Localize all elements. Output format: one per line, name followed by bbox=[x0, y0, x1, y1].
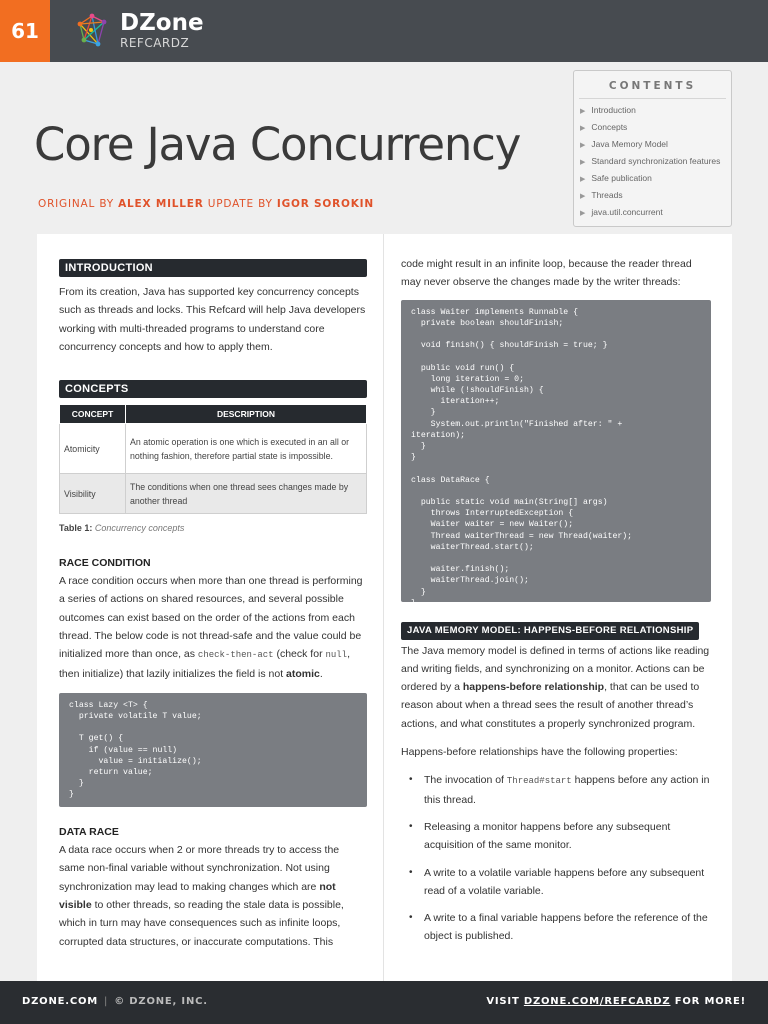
props-intro: Happens-before relationships have the following properties: bbox=[401, 746, 678, 759]
code-block-lazy: class Lazy <T> { private volatile T value; T get() { if (value == null) value = initialize(); return value; } } bbox=[59, 693, 367, 807]
race-condition-text: A race condition occurs when more than one thread is performing a series of actions on shared resources, and several possible outcomes can exist based on the order of the actions from each thread. The below code is not thread-safe and the value could be initialized more than once, as check-then-act (check for null, then initialize) that lazily initializes the field is not atomic. bbox=[59, 575, 363, 680]
contents-box bbox=[573, 70, 732, 227]
dzone-logo-icon bbox=[72, 10, 114, 52]
footer-right: VISIT DZONE.COM/REFCARDZ FOR MORE! bbox=[486, 996, 746, 1007]
contents-item[interactable]: ▶ Java Memory Model bbox=[580, 139, 668, 149]
footer bbox=[0, 981, 768, 1024]
data-race-text: A data race occurs when 2 or more threads try to access the same non-final variable without synchronization. Not using synchronization may lead to making changes which are not visible to other threads, so reading the stale data is possible, which in turn may have consequences such as infinite loops, corrupted data structures, or inaccurate computations. This bbox=[59, 844, 344, 948]
concepts-heading: CONCEPTS bbox=[59, 380, 367, 398]
contents-item[interactable]: ▶ Standard synchronization features bbox=[580, 156, 721, 166]
triangle-right-icon: ▶ bbox=[580, 210, 586, 217]
column-divider bbox=[383, 234, 384, 982]
table-header: DESCRIPTION bbox=[126, 405, 367, 424]
byline-update: UPDATE BY bbox=[203, 198, 277, 210]
jmm-heading: JAVA MEMORY MODEL: HAPPENS-BEFORE RELATIONSHIP bbox=[401, 622, 699, 640]
page-title: Core Java Concurrency bbox=[34, 118, 521, 171]
triangle-right-icon: ▶ bbox=[580, 108, 586, 115]
contents-list bbox=[574, 99, 731, 221]
table-caption: Table 1: Concurrency concepts bbox=[59, 523, 185, 534]
brand-subtitle: REFCARDZ bbox=[120, 36, 190, 50]
top-bar bbox=[0, 0, 768, 62]
contents-title: CONTENTS bbox=[579, 71, 726, 99]
byline bbox=[38, 198, 374, 210]
table-cell: Atomicity bbox=[60, 424, 126, 474]
table-row bbox=[60, 474, 367, 514]
triangle-right-icon: ▶ bbox=[580, 176, 586, 183]
table-cell: An atomic operation is one which is executed in an all or nothing fashion, therefore partial state is impossible. bbox=[126, 424, 367, 474]
footer-site[interactable]: DZONE.COM bbox=[22, 996, 99, 1007]
footer-left bbox=[22, 996, 208, 1007]
footer-copyright: © DZONE, INC. bbox=[114, 996, 208, 1007]
code-block-datarace: class Waiter implements Runnable { private boolean shouldFinish; void finish() { shouldFinish = true; } public void run() { long iteration = 0; while (!shouldFinish) { iteration++; } System.out.println("Finished after: " + iteration); } } class DataRace { public static void main(String[] args) throws InterruptedException { Waiter waiter = new Waiter(); Thread waiterThread = new Thread(waiter); waiterThread.start(); waiter.finish(); waiterThread.join(); } } bbox=[401, 300, 711, 602]
byline-original: ORIGINAL BY bbox=[38, 198, 119, 210]
race-condition-heading: RACE CONDITION bbox=[59, 556, 151, 569]
brand-name: DZone bbox=[120, 10, 204, 36]
contents-item[interactable]: ▶ Threads bbox=[580, 190, 623, 200]
contents-item[interactable]: ▶ Safe publication bbox=[580, 173, 652, 183]
list-item: • A write to a final variable happens before the reference of the object is published. bbox=[401, 909, 711, 946]
contents-item[interactable]: ▶ Concepts bbox=[580, 122, 628, 132]
triangle-right-icon: ▶ bbox=[580, 159, 586, 166]
footer-separator: | bbox=[104, 996, 109, 1007]
contents-item[interactable]: ▶ Introduction bbox=[580, 105, 636, 115]
continued-text: code might result in an infinite loop, because the reader thread may never observe the changes made by the writer threads: bbox=[401, 258, 692, 289]
triangle-right-icon: ▶ bbox=[580, 193, 586, 200]
data-race-heading: DATA RACE bbox=[59, 825, 119, 838]
list-item: • The invocation of Thread#start happens before any action in this thread. bbox=[401, 771, 711, 809]
issue-number: 61 bbox=[0, 0, 50, 62]
table-row bbox=[60, 424, 367, 474]
right-column bbox=[401, 255, 711, 955]
concepts-table bbox=[59, 404, 367, 514]
refcardz-link[interactable]: DZONE.COM/REFCARDZ bbox=[523, 996, 671, 1007]
triangle-right-icon: ▶ bbox=[580, 142, 586, 149]
triangle-right-icon: ▶ bbox=[580, 125, 586, 132]
byline-updater: IGOR SOROKIN bbox=[276, 198, 374, 210]
list-item: • Releasing a monitor happens before any subsequent acquisition of the same monitor. bbox=[401, 818, 711, 855]
introduction-heading: INTRODUCTION bbox=[59, 259, 367, 277]
table-cell: Visibility bbox=[60, 474, 126, 514]
props-list bbox=[401, 771, 711, 945]
introduction-text: From its creation, Java has supported key concurrency concepts such as threads and locks. This Refcard will help Java developers working with multi-threaded programs to understand core concurrency concepts and how to apply them. bbox=[59, 286, 366, 353]
left-column bbox=[59, 259, 367, 951]
table-header-row bbox=[60, 405, 367, 424]
jmm-text: The Java memory model is defined in terms of actions like reading and writing fields, and synchronizing on a monitor. Actions can be ordered by a happens-before relationship, that can be used to reason about when a thread sees the result of another thread’s actions, and what constitutes a properly synchronized program. bbox=[401, 644, 710, 730]
list-item: • A write to a volatile variable happens before any subsequent read of a volatile variable. bbox=[401, 864, 711, 901]
contents-item[interactable]: ▶ java.util.concurrent bbox=[580, 207, 663, 217]
table-cell: The conditions when one thread sees changes made by another thread bbox=[126, 474, 367, 514]
table-header: CONCEPT bbox=[60, 405, 126, 424]
byline-author: ALEX MILLER bbox=[118, 198, 204, 210]
